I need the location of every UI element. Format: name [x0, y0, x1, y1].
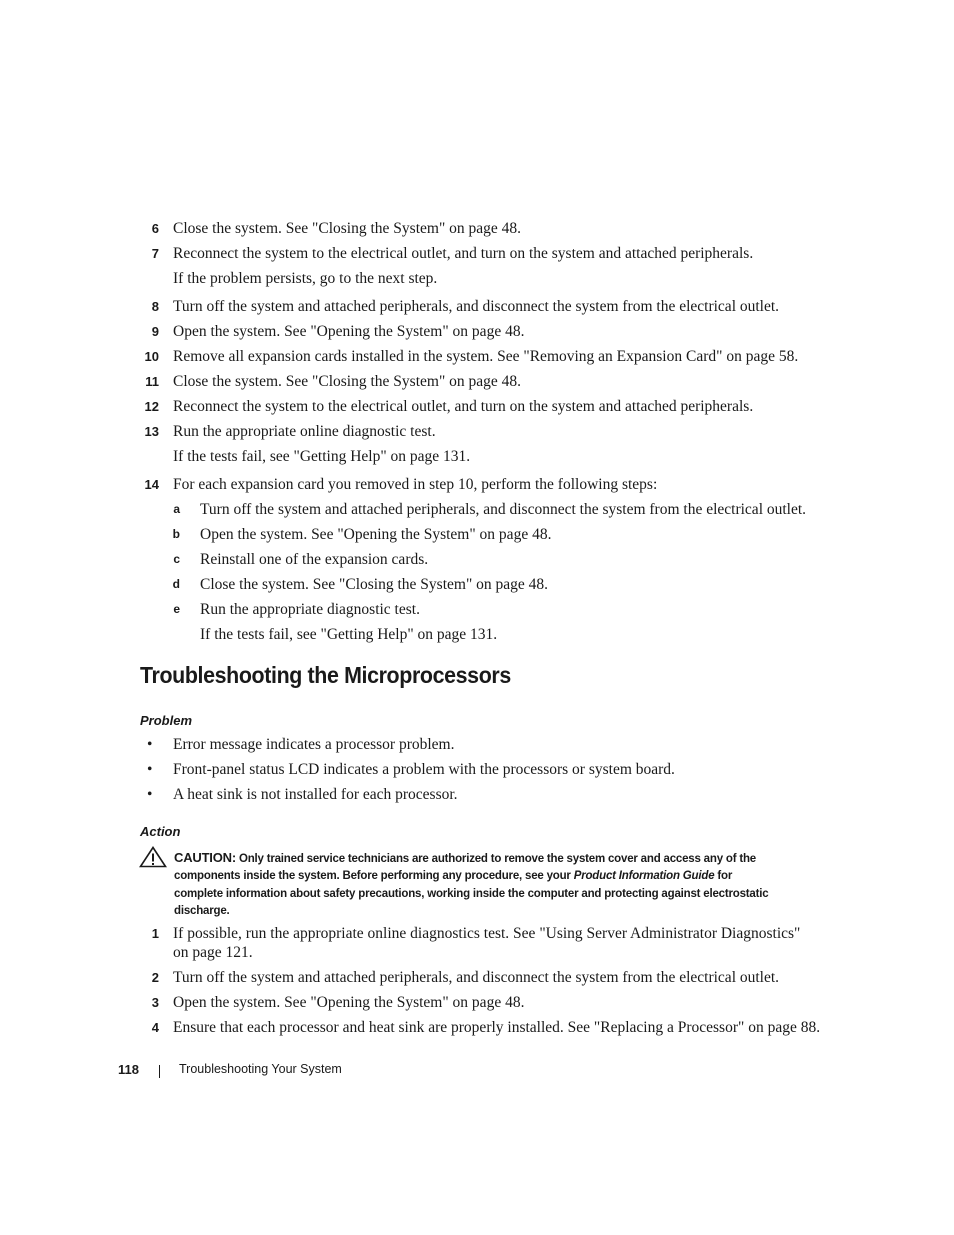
step-number: 8: [151, 299, 159, 314]
substep-text: Reinstall one of the expansion cards.: [200, 551, 429, 568]
caution-text: Only trained service technicians are authorized to remove the system cover and access any of the: [238, 853, 756, 865]
warning-triangle-icon: [139, 846, 167, 868]
step-number: 6: [151, 221, 159, 236]
step-text: Run the appropriate online diagnostic test.: [173, 423, 436, 440]
step-number: 9: [151, 324, 159, 339]
step-number: 14: [144, 477, 159, 492]
product-guide-title: Product Information Guide: [573, 870, 715, 883]
chapter-title: Troubleshooting Your System: [179, 1062, 342, 1076]
substep-text: Turn off the system and attached peripherals, and disconnect the system from the electrical outlet.: [200, 501, 807, 518]
substep-text: Run the appropriate diagnostic test.: [200, 601, 420, 618]
step-text: Turn off the system and attached peripherals, and disconnect the system from the electrical outlet.: [173, 298, 780, 315]
problem-text: Error message indicates a processor problem.: [173, 736, 455, 753]
step-note: If the problem persists, go to the next step.: [173, 270, 438, 287]
step-number: 1: [151, 926, 159, 941]
step-text: Reconnect the system to the electrical outlet, and turn on the system and attached peripherals.: [173, 398, 754, 415]
step-number: 2: [151, 970, 159, 985]
step-text: Open the system. See "Opening the System" on page 48.: [173, 323, 525, 340]
step-number: 3: [151, 995, 159, 1010]
step-text: Turn off the system and attached peripherals, and disconnect the system from the electrical outlet.: [173, 969, 780, 986]
substep-letter: b: [172, 527, 180, 541]
problem-text: A heat sink is not installed for each processor.: [173, 786, 458, 803]
substep-letter: e: [173, 602, 180, 616]
substep-letter: c: [173, 552, 180, 566]
substep-note: If the tests fail, see "Getting Help" on page 131.: [200, 626, 498, 643]
step-text: If possible, run the appropriate online diagnostics test. See "Using Server Administrator Diagnostics": [173, 925, 801, 942]
caution-text: complete information about safety precautions, working inside the computer and protecting against electrostatic: [174, 887, 769, 900]
caution-text: components inside the system. Before performing any procedure, see your: [174, 870, 571, 883]
step-number: 4: [151, 1020, 159, 1035]
problem-label: Problem: [140, 713, 193, 728]
step-text: Open the system. See "Opening the System" on page 48.: [173, 994, 525, 1011]
step-text: Remove all expansion cards installed in the system. See "Removing an Expansion Card" on page 58.: [173, 348, 799, 365]
section-heading: Troubleshooting the Microprocessors: [140, 662, 511, 688]
step-text: on page 121.: [173, 944, 253, 961]
substep-letter: d: [172, 577, 180, 591]
page-number: 118: [118, 1062, 139, 1077]
caution-notice: [174, 849, 834, 920]
caution-text: for: [717, 870, 733, 883]
step-number: 10: [144, 349, 159, 364]
step-number: 12: [144, 399, 159, 414]
step-number: 7: [151, 246, 159, 261]
bullet-icon: •: [147, 736, 153, 753]
footer-divider: [159, 1065, 160, 1078]
step-text: Ensure that each processor and heat sink are properly installed. See "Replacing a Processor" on page 88.: [173, 1019, 821, 1036]
step-note: If the tests fail, see "Getting Help" on page 131.: [173, 448, 471, 465]
step-number: 11: [145, 374, 159, 389]
step-text: For each expansion card you removed in step 10, perform the following steps:: [173, 476, 658, 493]
bullet-icon: •: [147, 786, 153, 803]
step-text: Reconnect the system to the electrical outlet, and turn on the system and attached peripherals.: [173, 245, 754, 262]
caution-label: CAUTION:: [174, 850, 236, 865]
substep-letter: a: [173, 502, 180, 516]
problem-text: Front-panel status LCD indicates a problem with the processors or system board.: [173, 761, 675, 778]
substep-text: Open the system. See "Opening the System" on page 48.: [200, 526, 552, 543]
step-text: Close the system. See "Closing the System" on page 48.: [173, 220, 522, 237]
caution-text: discharge.: [174, 904, 230, 917]
step-text: Close the system. See "Closing the System" on page 48.: [173, 373, 522, 390]
action-label: Action: [140, 824, 181, 839]
substep-text: Close the system. See "Closing the System" on page 48.: [200, 576, 549, 593]
bullet-icon: •: [147, 761, 153, 778]
step-number: 13: [144, 424, 159, 439]
